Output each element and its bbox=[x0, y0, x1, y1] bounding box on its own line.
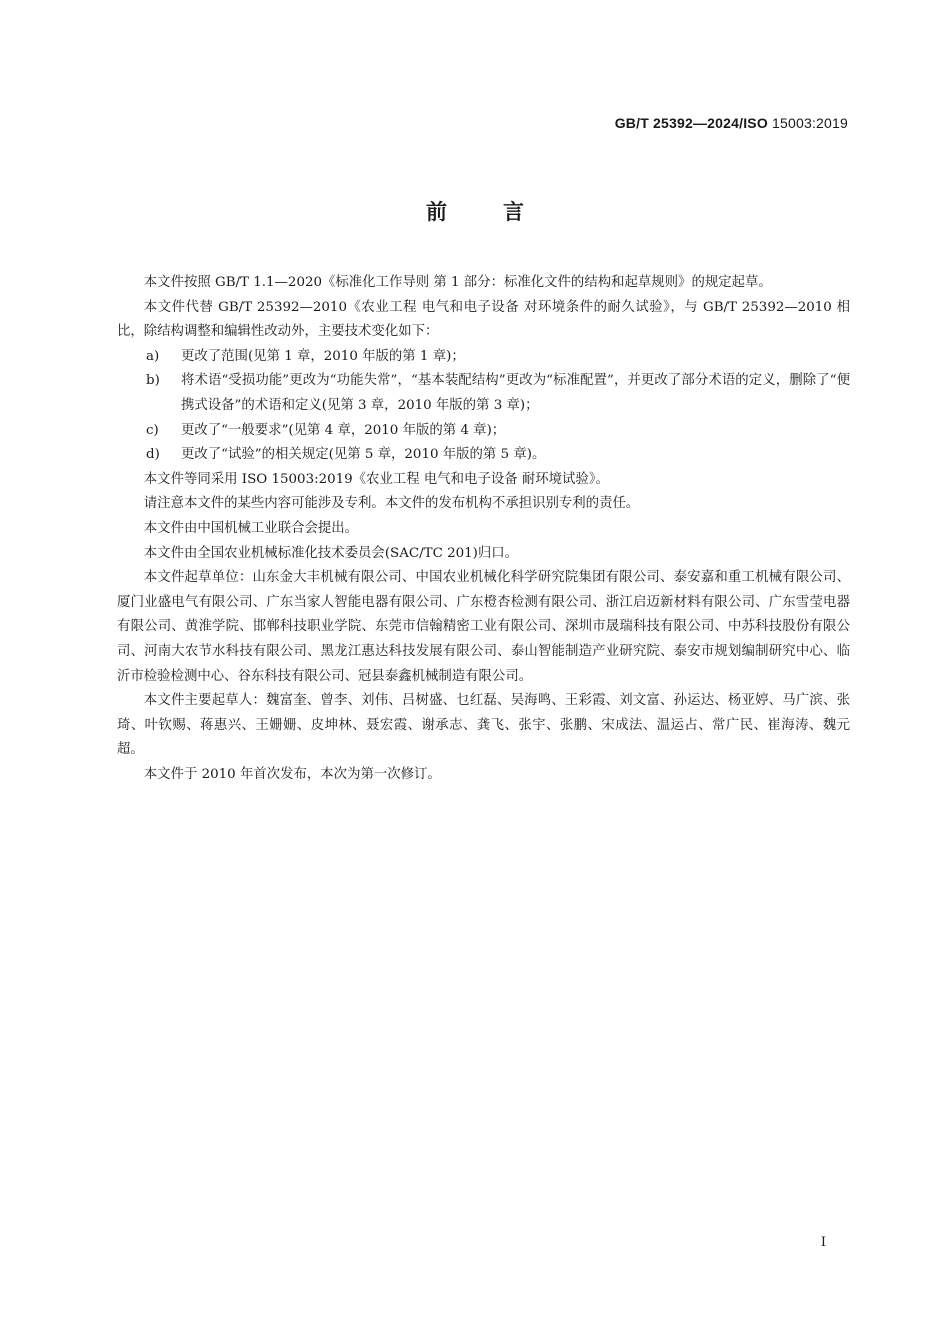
standard-number-iso: 15003:2019 bbox=[772, 115, 848, 131]
change-item-text: 更改了“一般要求”(见第 4 章，2010 年版的第 4 章)； bbox=[181, 422, 506, 438]
change-item-marker: a) bbox=[146, 348, 160, 364]
paragraph-history: 本文件于 2010 年首次发布，本次为第一次修订。 bbox=[143, 766, 441, 782]
change-item-b bbox=[117, 369, 850, 418]
paragraph-iso-adoption: 本文件等同采用 ISO 15003:2019《农业工程 电气和电子设备 耐环境试验》。 bbox=[143, 471, 609, 487]
paragraph-patent-notice: 请注意本文件的某些内容可能涉及专利。本文件的发布机构不承担识别专利的责任。 bbox=[143, 496, 640, 512]
change-item-d bbox=[117, 443, 850, 468]
paragraph-drafters: 本文件主要起草人：魏富奎、曾李、刘伟、吕树盛、乜红磊、吴海鸣、王彩霞、刘文富、孙运达、杨亚婷、马广滨、张琦、叶钦赐、蒋惠兴、王姗姗、皮坤林、聂宏霞、谢承志、龚飞、张宇、张鹏、宋成法、温运占、常广民、崔海涛、魏元超。 bbox=[117, 693, 850, 758]
page-number: I bbox=[820, 1235, 826, 1250]
paragraph-drafting-rules: 本文件按照 GB/T 1.1—2020《标准化工作导则 第 1 部分：标准化文件的结构和起草规则》的规定起草。 bbox=[143, 275, 772, 290]
foreword-body bbox=[117, 271, 850, 787]
paragraph-drafting-units: 本文件起草单位：山东金大丰机械有限公司、中国农业机械化科学研究院集团有限公司、泰安嘉和重工机械有限公司、厦门业盛电气有限公司、广东当家人智能电器有限公司、广东橙杏检测有限公司、浙江启迈新材料有限公司、广东雪莹电器有限公司、黄淮学院、邯郸科技职业学院、东莞市信翰精密工业有限公司、深圳市晟瑞科技有限公司、中苏科技股份有限公司、河南大农节水科技有限公司、黑龙江惠达科技发展有限公司、泰山智能制造产业研究院、泰安市规划编制研究中心、临沂市检验检测中心、谷东科技有限公司、冠县泰鑫机械制造有限公司。 bbox=[117, 570, 850, 684]
title-char-1: 前 bbox=[426, 200, 447, 224]
paragraph-committee: 本文件由全国农业机械标准化技术委员会(SAC/TC 201)归口。 bbox=[143, 545, 519, 561]
paragraph-replacement: 本文件代替 GB/T 25392—2010《农业工程 电气和电子设备 对环境条件的耐久试验》，与 GB/T 25392—2010 相比，除结构调整和编辑性改动外，主要技术变化如下： bbox=[117, 299, 850, 340]
change-item-a bbox=[117, 345, 850, 370]
standard-number-main: GB/T 25392—2024/ISO bbox=[614, 115, 768, 131]
change-item-c bbox=[117, 419, 850, 444]
page-title bbox=[0, 196, 950, 226]
change-item-marker: b) bbox=[146, 373, 160, 389]
paragraph-proposer: 本文件由中国机械工业联合会提出。 bbox=[143, 520, 359, 536]
title-char-2: 言 bbox=[503, 200, 524, 224]
change-item-marker: c) bbox=[146, 422, 159, 438]
change-item-marker: d) bbox=[146, 447, 160, 463]
standard-number bbox=[615, 115, 848, 131]
change-item-text: 更改了范围(见第 1 章，2010 年版的第 1 章)； bbox=[181, 348, 465, 364]
change-item-text: 更改了“试验”的相关规定(见第 5 章，2010 年版的第 5 章)。 bbox=[181, 447, 546, 463]
change-item-text: 将术语“受损功能”更改为“功能失常”，“基本装配结构”更改为“标准配置”，并更改了部分术语的定义，删除了“便携式设备”的术语和定义(见第 3 章，2010 年版的第 3 章)； bbox=[181, 373, 850, 413]
